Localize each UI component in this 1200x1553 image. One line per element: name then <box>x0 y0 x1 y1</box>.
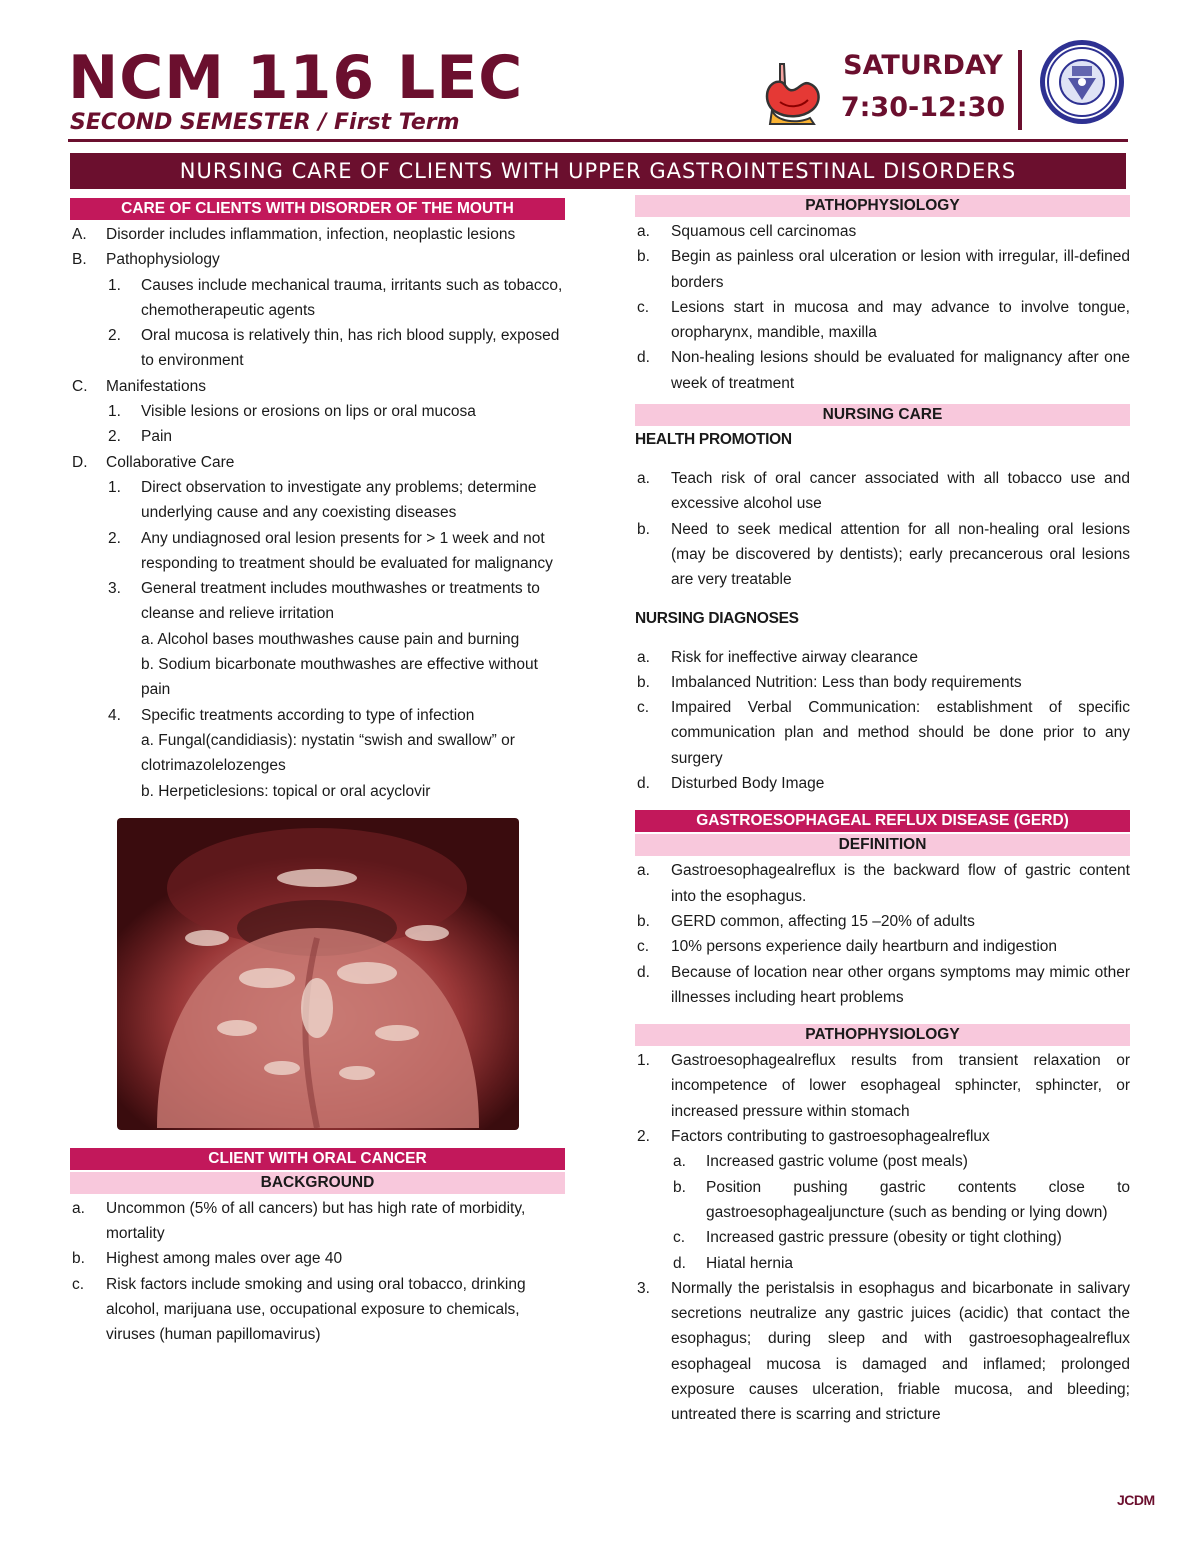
schedule-day: SATURDAY <box>843 50 1003 81</box>
list-item: 2. Factors contributing to gastroesophagealreflux <box>637 1128 990 1146</box>
footer-initials: JCDM <box>1117 1492 1155 1508</box>
definition-header: DEFINITION <box>635 834 1130 856</box>
university-seal-icon <box>1038 38 1126 126</box>
list-item: a. Uncommon (5% of all cancers) but has high rate of morbidity, mortality <box>72 1199 526 1243</box>
sub-sub-list-item: b. Sodium bicarbonate mouthwashes are effective without pain <box>141 656 538 699</box>
list-item: D. Collaborative Care <box>72 453 235 471</box>
sub-list-item: 2. Any undiagnosed oral lesion presents for > 1 week and not responding to treatment should be evaluated for malignancy <box>108 529 553 572</box>
list-item: a. Gastroesophagealreflux is the backward flow of gastric content into the esophagus. <box>637 862 1130 905</box>
pathophysiology-header: PATHOPHYSIOLOGY <box>635 195 1130 217</box>
list-item: d. Because of location near other organs symptoms may mimic other illnesses including heart problems <box>637 963 1130 1006</box>
list-item: d. Disturbed Body Image <box>637 775 825 793</box>
list-item: A. Disorder includes inflammation, infection, neoplastic lesions <box>72 226 516 243</box>
schedule-divider <box>1018 50 1022 130</box>
list-item: B. Pathophysiology <box>72 251 220 269</box>
oral-candidiasis-photo <box>117 818 519 1130</box>
sub-sub-list-item: b. Herpeticlesions: topical or oral acyclovir <box>141 782 431 800</box>
sub-sub-list-item: a. Alcohol bases mouthwashes cause pain and burning <box>141 630 520 648</box>
nursing-diagnoses-list <box>635 645 1130 797</box>
background-header: BACKGROUND <box>70 1172 565 1194</box>
schedule-time: 7:30-12:30 <box>840 92 1006 123</box>
nursing-care-header: NURSING CARE <box>635 404 1130 426</box>
background-list <box>70 1196 565 1348</box>
list-item: c. Risk factors include smoking and using oral tobacco, drinking alcohol, marijuana use, occupational exposure to chemicals, viruses (human papillomavirus) <box>72 1275 526 1344</box>
sub-list-item: a. Increased gastric volume (post meals) <box>673 1153 968 1171</box>
sub-list-item: 1. Direct observation to investigate any problems; determine underlying cause and any coexisting diseases <box>108 478 537 522</box>
oral-cancer-header: CLIENT WITH ORAL CANCER <box>70 1148 565 1170</box>
sub-list-item: 1. Visible lesions or erosions on lips or oral mucosa <box>108 403 476 421</box>
list-item: b. Need to seek medical attention for all non-healing oral lesions (may be discovered by dentists); early precancerous oral lesions are very treatable <box>637 520 1130 589</box>
right-column <box>635 195 1130 1428</box>
sub-list-item: 2. Pain <box>108 428 173 446</box>
pathophysiology-list <box>635 219 1130 396</box>
sub-list-item: 4. Specific treatments according to type of infection <box>108 706 475 724</box>
mouth-disorder-header: CARE OF CLIENTS WITH DISORDER OF THE MOUTH <box>70 198 565 220</box>
gerd-pathophysiology-list <box>635 1048 1130 1427</box>
definition-list <box>635 858 1130 1010</box>
course-title: NCM 116 LEC <box>68 43 524 113</box>
sub-list-item: b. Position pushing gastric contents close to gastroesophagealjuncture (such as bending or lying down) <box>673 1178 1130 1221</box>
list-item: a. Risk for ineffective airway clearance <box>637 648 918 666</box>
sub-list-item: c. Increased gastric pressure (obesity or tight clothing) <box>673 1229 1062 1247</box>
list-item: b. Highest among males over age 40 <box>72 1250 343 1268</box>
left-column <box>70 198 565 1348</box>
health-promotion-list <box>635 466 1130 592</box>
list-item: a. Squamous cell carcinomas <box>637 223 857 240</box>
stomach-icon <box>758 58 828 128</box>
header-divider <box>68 139 1128 142</box>
sub-sub-list-item: a. Fungal(candidiasis): nystatin “swish and swallow” or clotrimazolelozenges <box>141 731 515 775</box>
list-item: C. Manifestations <box>72 377 206 395</box>
list-item: c. Lesions start in mucosa and may advance to involve tongue, oropharynx, mandible, maxilla <box>637 298 1130 342</box>
page-header <box>68 44 1128 144</box>
sub-list-item: 3. General treatment includes mouthwashes or treatments to cleanse and relieve irritation <box>108 580 540 623</box>
list-item: d. Non-healing lesions should be evaluated for malignancy after one week of treatment <box>637 349 1130 392</box>
list-item: b. Begin as painless oral ulceration or lesion with irregular, ill-defined borders <box>637 248 1130 291</box>
sub-list-item: d. Hiatal hernia <box>673 1254 794 1272</box>
course-subtitle: SECOND SEMESTER / First Term <box>70 110 460 135</box>
nursing-diagnoses-label: NURSING DIAGNOSES <box>635 609 799 627</box>
list-item: c. Impaired Verbal Communication: establishment of specific communication plan and method should be done prior to any surgery <box>637 699 1130 767</box>
sub-list-item: 2. Oral mucosa is relatively thin, has rich blood supply, exposed to environment <box>108 327 560 370</box>
mouth-list <box>70 222 565 804</box>
list-item: b. Imbalanced Nutrition: Less than body requirements <box>637 673 1022 691</box>
list-item: a. Teach risk of oral cancer associated with all tobacco use and excessive alcohol use <box>637 470 1130 513</box>
list-item: c. 10% persons experience daily heartburn and indigestion <box>637 938 1058 956</box>
sub-list-item: 1. Causes include mechanical trauma, irritants such as tobacco, chemotherapeutic agents <box>108 276 563 319</box>
list-item: b. GERD common, affecting 15 –20% of adults <box>637 912 975 930</box>
gerd-header: GASTROESOPHAGEAL REFLUX DISEASE (GERD) <box>635 810 1130 832</box>
list-item: 1. Gastroesophagealreflux results from transient relaxation or incompetence of lower esophageal sphincter, sphincter, or increased pressure within stomach <box>637 1052 1130 1120</box>
section-banner: NURSING CARE OF CLIENTS WITH UPPER GASTROINTESTINAL DISORDERS <box>70 153 1126 189</box>
health-promotion-label: HEALTH PROMOTION <box>635 431 792 449</box>
list-item: 3. Normally the peristalsis in esophagus and bicarbonate in salivary secretions neutralize any gastric juices (acidic) that contact the esophagus; during sleep and with gastroesophagealreflux esophageal mucosa is damaged and inflamed; prolonged exposure causes ulceration, friable mucosa, and bleeding; untreated there is scarring and stricture <box>637 1279 1130 1424</box>
gerd-pathophysiology-header: PATHOPHYSIOLOGY <box>635 1024 1130 1046</box>
